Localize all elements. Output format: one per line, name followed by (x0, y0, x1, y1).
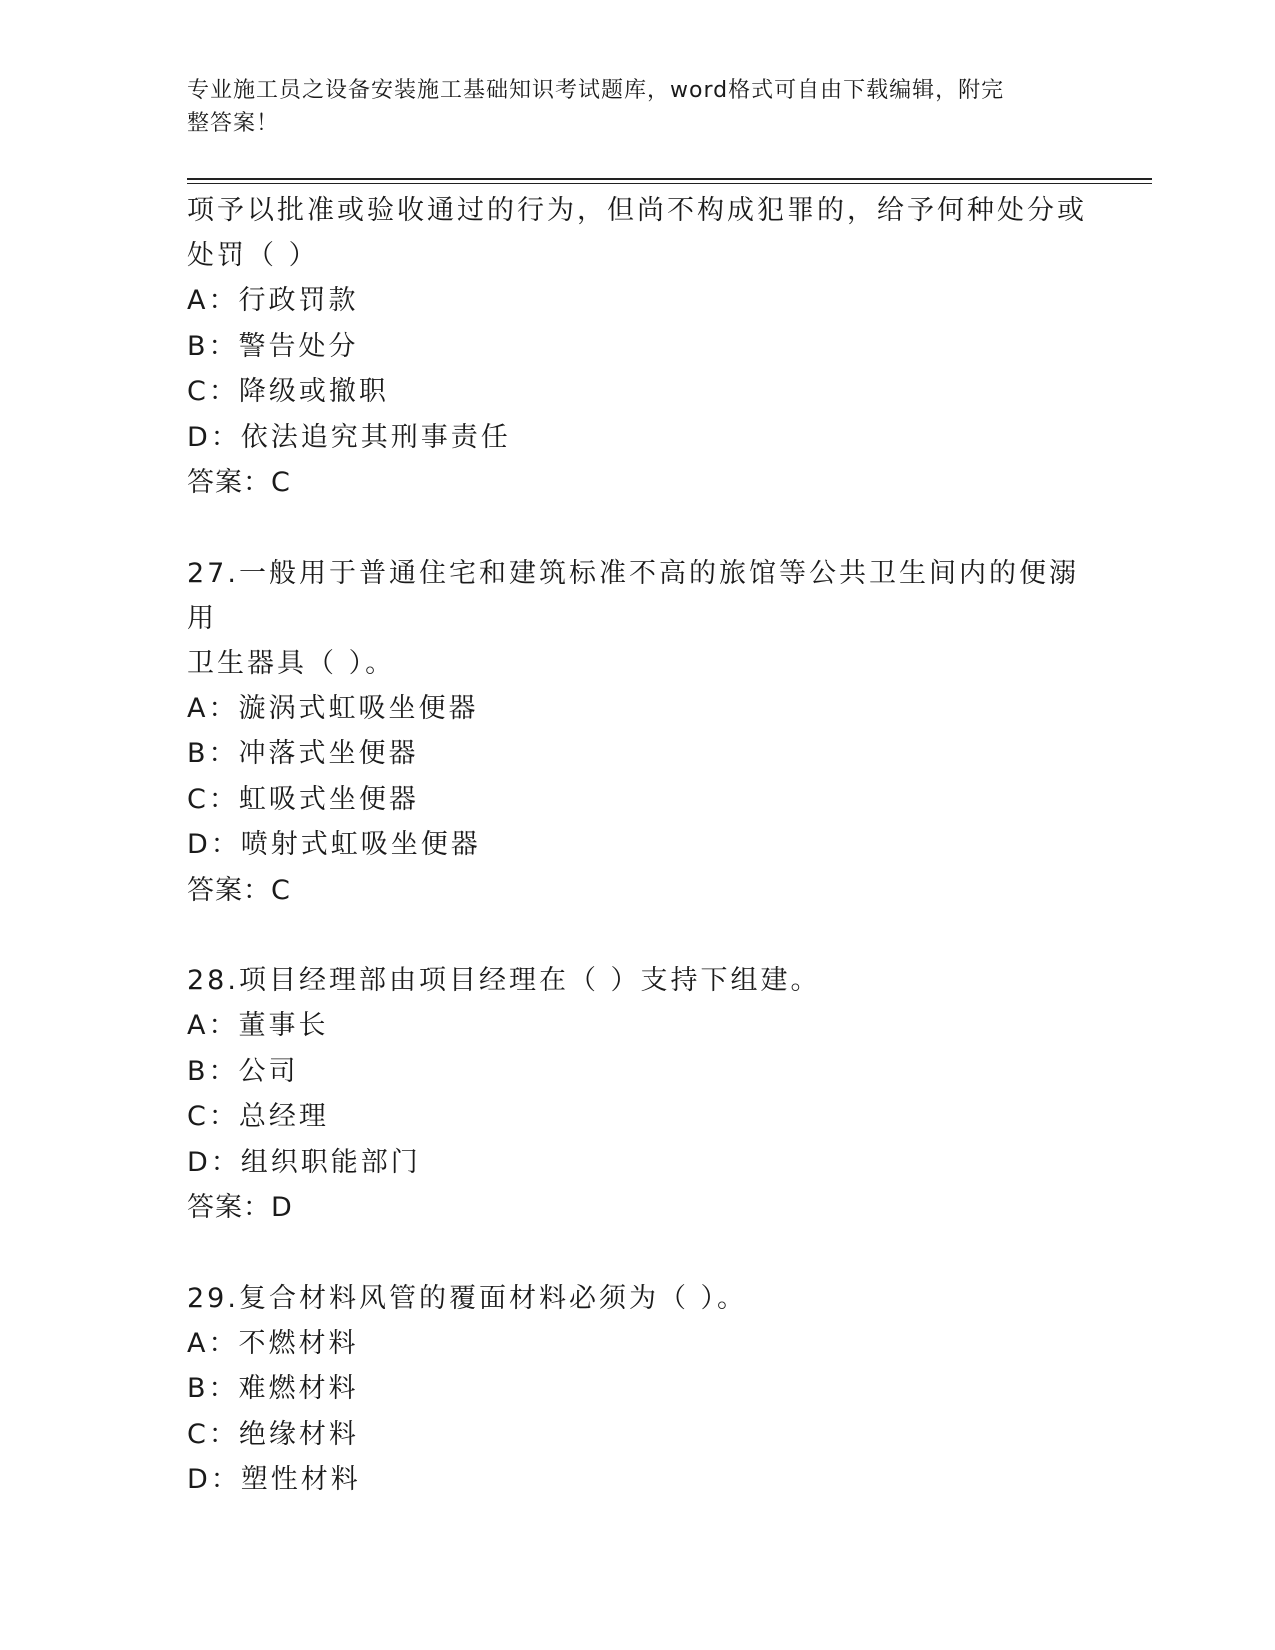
option-a: A：不燃材料 (187, 1327, 359, 1359)
spacer (187, 506, 1087, 551)
option-a: A：董事长 (187, 1010, 329, 1041)
option-a: A：行政罚款 (187, 285, 359, 316)
option-b: B：难燃材料 (187, 1373, 359, 1404)
question-text-line: 29.复合材料风管的覆面材料必须为（ ）。 (187, 1282, 748, 1314)
option-d: D：塑性材料 (187, 1464, 361, 1495)
document-header (187, 74, 1067, 140)
option-c: C：总经理 (187, 1101, 329, 1132)
option-b: B：警告处分 (187, 330, 359, 362)
question-26 (187, 188, 1087, 506)
question-list (187, 188, 1087, 1503)
question-text-line: 卫生器具（ ）。 (187, 647, 396, 679)
option-d: D：依法追究其刑事责任 (187, 421, 511, 453)
answer: 答案：C (187, 467, 291, 498)
option-b: B：冲落式坐便器 (187, 738, 419, 769)
header-line-2: 整答案！ (187, 111, 280, 136)
option-c: C：绝缘材料 (187, 1418, 359, 1450)
option-c: C：降级或撤职 (187, 376, 389, 407)
spacer (187, 913, 1087, 958)
question-28 (187, 958, 1087, 1231)
question-text-line: 27.一般用于普通住宅和建筑标准不高的旅馆等公共卫生间内的便溺用 (187, 557, 1079, 634)
header-rule-thick (187, 178, 1152, 180)
question-text-line: 项予以批准或验收通过的行为，但尚不构成犯罪的，给予何种处分或 (187, 195, 1087, 226)
question-27 (187, 551, 1087, 914)
question-text-line: 处罚（ ） (187, 240, 319, 271)
option-a: A：漩涡式虹吸坐便器 (187, 692, 479, 724)
answer: 答案：D (187, 1192, 293, 1223)
option-b: B：公司 (187, 1055, 299, 1087)
header-line-1: 专业施工员之设备安装施工基础知识考试题库，word格式可自由下载编辑，附完 (187, 78, 1005, 103)
option-d: D：喷射式虹吸坐便器 (187, 829, 481, 860)
spacer (187, 1231, 1087, 1276)
option-d: D：组织职能部门 (187, 1146, 421, 1178)
question-29 (187, 1276, 1087, 1503)
option-c: C：虹吸式坐便器 (187, 783, 419, 815)
header-rule-thin (187, 183, 1152, 184)
question-text-line: 28.项目经理部由项目经理在（ ）支持下组建。 (187, 965, 821, 996)
answer: 答案：C (187, 874, 291, 906)
